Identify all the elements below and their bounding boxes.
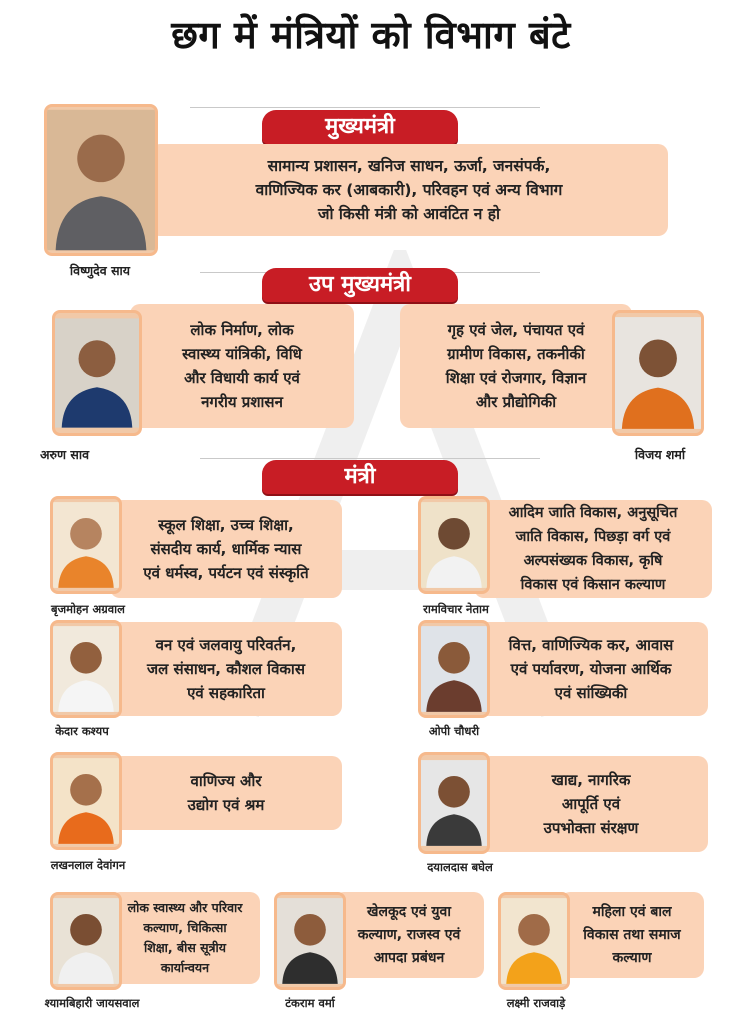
page-title: छग में मंत्रियों को विभाग बंटे	[171, 13, 571, 57]
section-banner-minister: मंत्री	[262, 460, 458, 494]
dept-card: आदिम जाति विकास, अनुसूचित जाति विकास, पिछड़ा वर्ग एवं अल्पसंख्यक विकास, कृषि विकास एवं किसान कल्याण	[474, 500, 712, 598]
divider	[190, 107, 540, 108]
avatar	[50, 892, 122, 990]
person-name: लखनलाल देवांगन	[50, 858, 126, 872]
dept-card: वन एवं जलवायु परिवर्तन, जल संसाधन, कौशल विकास एवं सहकारिता	[110, 622, 342, 716]
person-name: केदार कश्यप	[55, 724, 109, 738]
person-name: बृजमोहन अग्रवाल	[51, 602, 125, 616]
person-name: विजय शर्मा	[634, 447, 686, 462]
dept-card: लोक स्वास्थ्य और परिवार कल्याण, चिकित्सा शिक्षा, बीस सूत्रीय कार्यान्वयन	[110, 892, 260, 984]
person-name: टंकराम वर्मा	[285, 996, 335, 1010]
avatar	[50, 752, 122, 850]
avatar	[418, 752, 490, 854]
section-banner-cm: मुख्यमंत्री	[262, 110, 458, 144]
section-banner-deputy: उप मुख्यमंत्री	[262, 268, 458, 302]
person-name: अरुण साव	[40, 447, 90, 462]
dept-card: लोक निर्माण, लोक स्वास्थ्य यांत्रिकी, विधि और विधायी कार्य एवं नगरीय प्रशासन	[130, 304, 354, 428]
avatar	[44, 104, 158, 256]
person-name: दयालदास बघेल	[427, 860, 493, 874]
person-name: श्यामबिहारी जायसवाल	[44, 996, 140, 1010]
person-name: ओपी चौधरी	[428, 724, 480, 738]
person-name: रामविचार नेताम	[423, 602, 489, 616]
dept-card: महिला एवं बाल विकास तथा समाज कल्याण	[560, 892, 704, 978]
avatar	[612, 310, 704, 436]
dept-card: वाणिज्य और उद्योग एवं श्रम	[110, 756, 342, 830]
dept-card: गृह एवं जेल, पंचायत एवं ग्रामीण विकास, तकनीकी शिक्षा एवं रोजगार, विज्ञान और प्रौद्योगिकी	[400, 304, 632, 428]
avatar	[418, 496, 490, 594]
person-name: विष्णुदेव साय	[69, 263, 131, 278]
dept-card: स्कूल शिक्षा, उच्च शिक्षा, संसदीय कार्य, धार्मिक न्यास एवं धर्मस्व, पर्यटन एवं संस्कृति	[110, 500, 342, 598]
dept-card: खेलकूद एवं युवा कल्याण, राजस्व एवं आपदा प्रबंधन	[334, 892, 484, 978]
divider	[200, 458, 540, 459]
dept-card: सामान्य प्रशासन, खनिज साधन, ऊर्जा, जनसंपर्क, वाणिज्यिक कर (आबकारी), परिवहन एवं अन्य विभाग जो किसी मंत्री को आवंटित न हो	[150, 144, 668, 236]
avatar	[418, 620, 490, 718]
avatar	[52, 310, 142, 436]
person-name: लक्ष्मी राजवाड़े	[506, 996, 566, 1010]
avatar	[498, 892, 570, 990]
avatar	[50, 496, 122, 594]
avatar	[274, 892, 346, 990]
dept-card: वित्त, वाणिज्यिक कर, आवास एवं पर्यावरण, योजना आर्थिक एवं सांख्यिकी	[474, 622, 708, 716]
avatar	[50, 620, 122, 718]
dept-card: खाद्य, नागरिक आपूर्ति एवं उपभोक्ता संरक्षण	[474, 756, 708, 852]
